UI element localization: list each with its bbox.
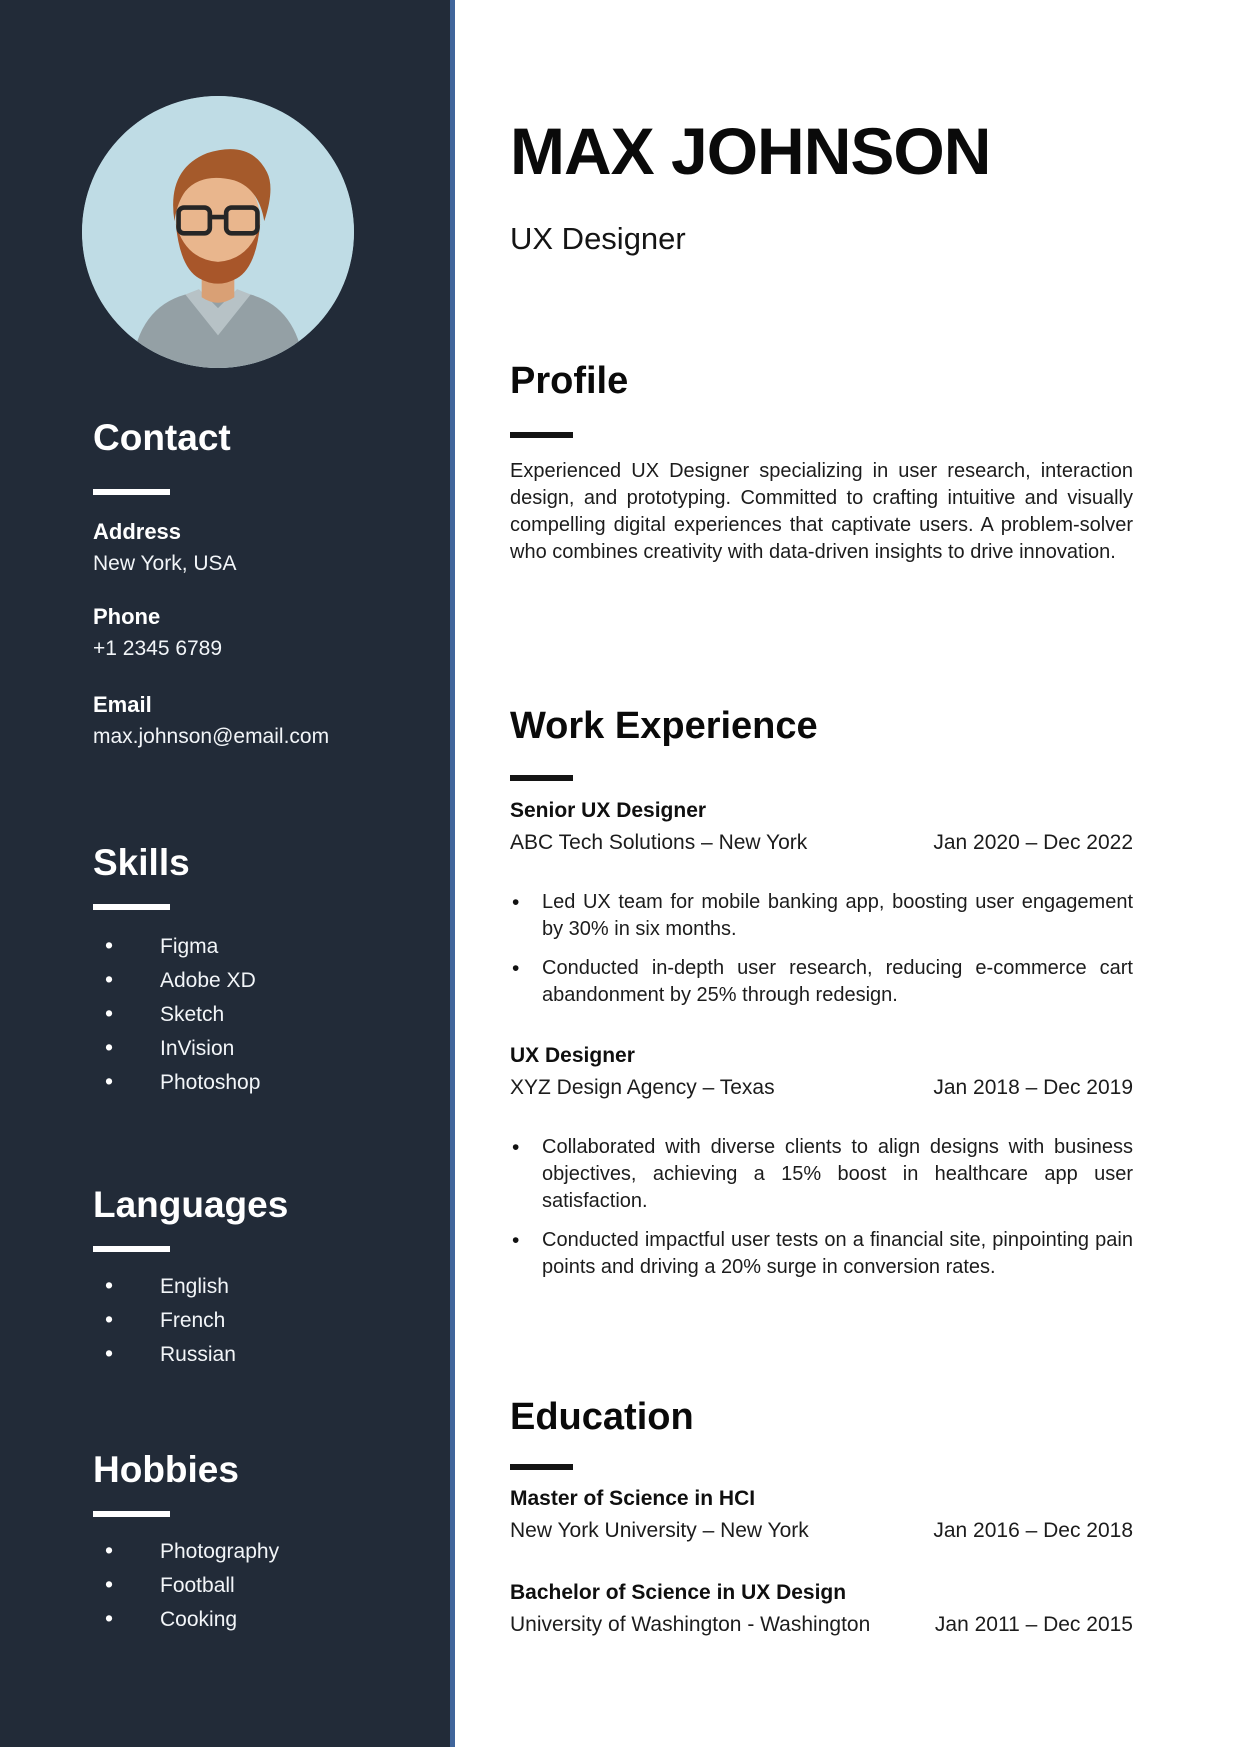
language-item: • French bbox=[93, 1310, 423, 1331]
candidate-title: UX Designer bbox=[510, 221, 686, 256]
job-bullet: • Conducted impactful user tests on a financial site, pinpointing pain points and driving a 20% surge in conversion rates. bbox=[510, 1227, 1133, 1281]
job-entry bbox=[510, 1043, 1133, 1281]
email-value: max.johnson@email.com bbox=[93, 724, 330, 748]
sidebar bbox=[0, 0, 450, 1747]
skill-item: • Adobe XD bbox=[93, 970, 423, 991]
hobbies-list bbox=[93, 1541, 423, 1630]
job-dates: Jan 2020 – Dec 2022 bbox=[933, 831, 1133, 854]
job-bullet-list bbox=[510, 889, 1133, 1009]
job-bullet: • Led UX team for mobile banking app, boosting user engagement by 30% in six months. bbox=[510, 889, 1133, 943]
languages-heading: Languages bbox=[93, 1184, 289, 1225]
job-entry bbox=[510, 798, 1133, 1009]
contact-section bbox=[93, 418, 423, 749]
hobby-item: • Cooking bbox=[93, 1609, 423, 1630]
email-label: Email bbox=[93, 691, 152, 717]
degree-meta-row bbox=[510, 1518, 1133, 1543]
languages-underline bbox=[93, 1246, 170, 1252]
hobby-item: • Photography bbox=[93, 1541, 423, 1562]
degree-title: Master of Science in HCI bbox=[510, 1487, 756, 1510]
experience-underline bbox=[510, 775, 573, 781]
job-company: XYZ Design Agency – Texas bbox=[510, 1076, 775, 1099]
address-label: Address bbox=[93, 518, 182, 544]
languages-list bbox=[93, 1276, 423, 1365]
job-company: ABC Tech Solutions – New York bbox=[510, 831, 808, 854]
job-meta-row bbox=[510, 1075, 1133, 1100]
profile-heading: Profile bbox=[510, 360, 629, 402]
contact-heading: Contact bbox=[93, 417, 231, 458]
job-bullet-list bbox=[510, 1134, 1133, 1281]
education-heading: Education bbox=[510, 1396, 694, 1438]
job-bullet: • Collaborated with diverse clients to align designs with business objectives, achieving a 15% boost in healthcare app user satisfaction. bbox=[510, 1134, 1133, 1215]
language-item: • English bbox=[93, 1276, 423, 1297]
contact-underline bbox=[93, 489, 170, 495]
experience-heading: Work Experience bbox=[510, 705, 818, 747]
phone-label: Phone bbox=[93, 603, 161, 629]
skill-item: • InVision bbox=[93, 1038, 423, 1059]
candidate-name: MAX JOHNSON bbox=[510, 114, 991, 188]
contact-email bbox=[93, 692, 423, 749]
skill-item: • Figma bbox=[93, 936, 423, 957]
job-title: Senior UX Designer bbox=[510, 799, 707, 822]
language-item: • Russian bbox=[93, 1344, 423, 1365]
degree-dates: Jan 2011 – Dec 2015 bbox=[934, 1613, 1133, 1636]
degree-school: University of Washington - Washington bbox=[510, 1613, 871, 1636]
profile-text: Experienced UX Designer specializing in user research, interaction design, and prototyping. Committed to crafting intuitive and visually compelling digital experiences that captivate users. A problem-solver who combines creativity with data-driven insights to drive innovation. bbox=[510, 459, 1133, 563]
job-bullet: • Conducted in-depth user research, reducing e-commerce cart abandonment by 25% through redesign. bbox=[510, 955, 1133, 1009]
hobbies-heading: Hobbies bbox=[93, 1449, 239, 1490]
degree-entry bbox=[510, 1580, 1133, 1637]
portrait-illustration bbox=[82, 96, 354, 368]
skill-item: • Photoshop bbox=[93, 1072, 423, 1093]
profile-underline bbox=[510, 432, 573, 438]
contact-phone bbox=[93, 604, 423, 661]
phone-value: +1 2345 6789 bbox=[93, 636, 223, 660]
hobby-item: • Football bbox=[93, 1575, 423, 1596]
job-meta-row bbox=[510, 830, 1133, 855]
languages-section bbox=[93, 1185, 423, 1365]
skill-item: • Sketch bbox=[93, 1004, 423, 1025]
hobbies-underline bbox=[93, 1511, 170, 1517]
profile-section bbox=[510, 360, 1133, 566]
skills-list bbox=[93, 936, 423, 1093]
skills-heading: Skills bbox=[93, 842, 190, 883]
education-underline bbox=[510, 1464, 573, 1470]
contact-address bbox=[93, 519, 423, 576]
degree-school: New York University – New York bbox=[510, 1519, 809, 1542]
address-value: New York, USA bbox=[93, 551, 237, 575]
hobbies-section bbox=[93, 1450, 423, 1630]
experience-section-heading bbox=[510, 705, 1133, 781]
education-section-heading bbox=[510, 1396, 1133, 1470]
skills-underline bbox=[93, 904, 170, 910]
degree-entry bbox=[510, 1486, 1133, 1543]
degree-title: Bachelor of Science in UX Design bbox=[510, 1581, 847, 1604]
job-title: UX Designer bbox=[510, 1044, 635, 1067]
sidebar-accent-divider bbox=[450, 0, 455, 1747]
degree-meta-row bbox=[510, 1612, 1133, 1637]
skills-section bbox=[93, 843, 423, 1093]
job-dates: Jan 2018 – Dec 2019 bbox=[933, 1076, 1133, 1099]
profile-photo bbox=[82, 96, 354, 368]
degree-dates: Jan 2016 – Dec 2018 bbox=[933, 1519, 1133, 1542]
